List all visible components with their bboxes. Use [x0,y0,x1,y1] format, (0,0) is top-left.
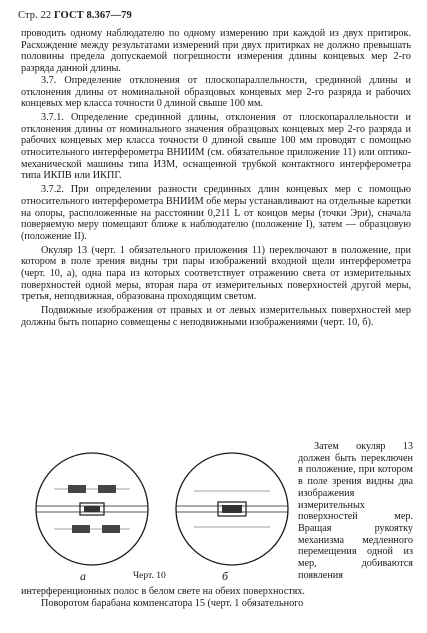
figure-label-a: а [80,569,86,583]
paragraph-3: 3.7.1. Определение срединной длины, отклонения от плоскопараллельности и отклонения длины от номинального значения образцовых концевых мер 2-го разряда и рабочих концевых мер класса точности 0 длиной свыше 100 мм проводят с помощью относительного интерферометра ВНИИМ (см. обязательное приложение 11) или оптико-механической машины типа ИЗМ, оснащенной трубкой контактного интерферометра типа ИКПВ или ИКПГ. [21,111,411,182]
paragraph-1: проводить одному наблюдателю по одному измерению при каждой из двух притирок. Расхождение между результатами измерений при двух притирках не должно превышать половины предела допускаемой погрешности измерения длины концевых мер 2-го разряда данной длины. [21,28,411,75]
paragraph-6: Подвижные изображения от правых и от левых измерительных поверхностей мер должны быть попарно совмещены с неподвижными изображениями (черт. 10, б). [21,305,411,328]
field-of-view-b [176,453,288,565]
page-header [18,10,132,21]
field-of-view-a [36,453,148,565]
body-text [21,28,411,329]
page-number: Стр. 22 [18,10,52,21]
figure-caption: Черт. 10 [133,571,166,581]
figure-10 [24,441,290,591]
side-text [298,441,413,581]
figure-label-b: б [222,569,229,583]
bottom-line-1: интерференционных полос в белом свете на обеих поверхностях. [21,586,305,597]
standard-number: ГОСТ 8.367—79 [54,10,132,21]
side-paragraph: Затем окуляр 13 должен быть переключен в положение, при котором в поле зрения видны два изображения измерительных поверхностей мер. Вращая рукоятку механизма медленного перемещения одной из мер, добиваются появления [298,441,413,581]
paragraph-4: 3.7.2. При определении разности срединных длин концевых мер с помощью относительного интерферометра ВНИИМ обе меры устанавливают на отдельные каретки на опоры, расположенные на расстоянии 0,211 L от концов меры (точки Эри), сначала поверяемую меру помещают ближе к наблюдателю (положение I), затем — образцовую (положение II). [21,184,411,242]
paragraph-5: Окуляр 13 (черт. 1 обязательного приложения 11) переключают в положение, при котором в поле зрения видны три пары изображений входной щели интерферометра (черт. 10, а), одна пара из которых соответствует отражению света от измерительных поверхностей одной меры, вторая пара от измерительных поверхностей другой меры, третья, неподвижная, образована проходящим светом. [21,244,411,303]
paragraph-2: 3.7. Определение отклонения от плоскопараллельности, срединной длины и отклонения длины от номинальной образцовых концевых мер 2-го разряда и рабочих концевых мер класса точности 0 длиной свыше 100 мм. [21,74,411,110]
bottom-text [21,586,411,609]
bottom-line-2: Поворотом барабана компенсатора 15 (черт. 1 обязательного [41,597,304,609]
eyepiece-field-diagram [24,441,290,591]
